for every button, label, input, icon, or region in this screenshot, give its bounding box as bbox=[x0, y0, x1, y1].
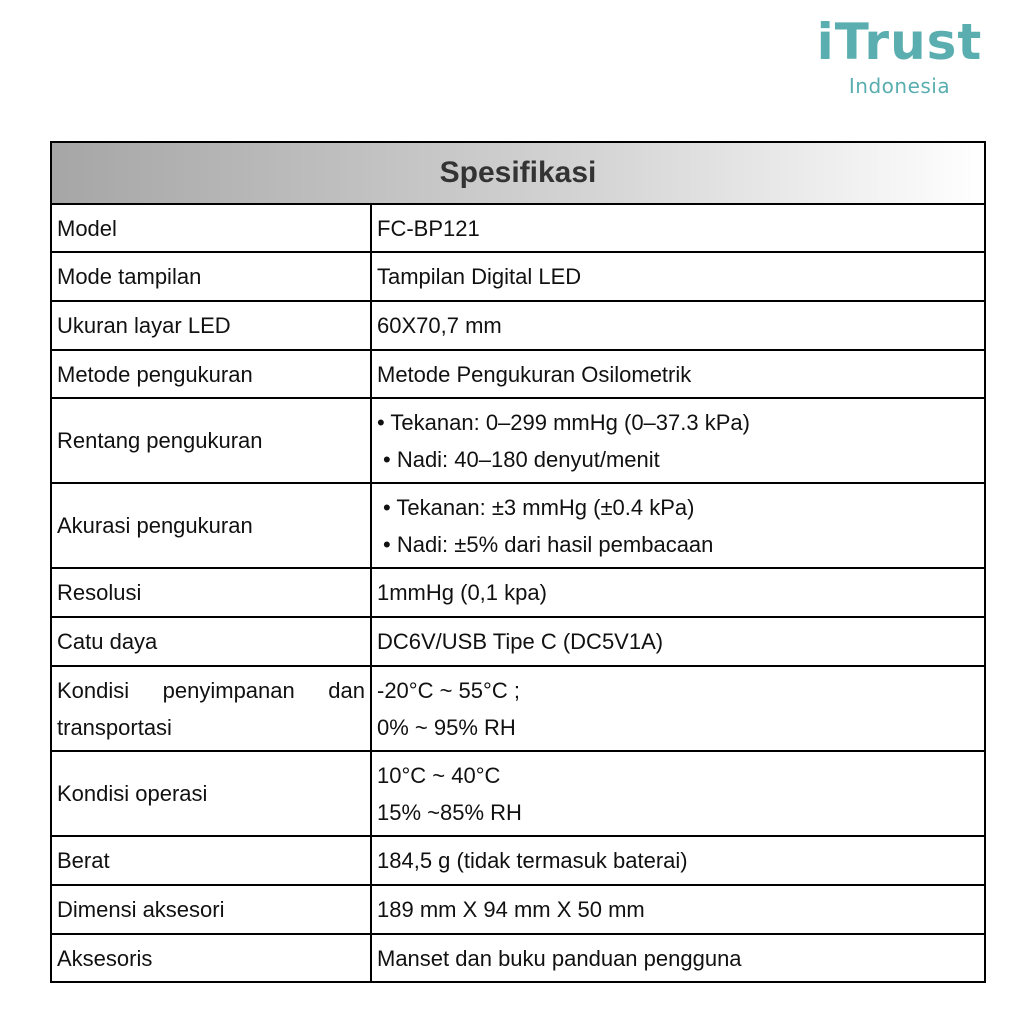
label-word: dan bbox=[328, 677, 365, 703]
table-row bbox=[51, 617, 985, 666]
spec-label: Resolusi bbox=[51, 568, 371, 617]
label-word: penyimpanan bbox=[162, 677, 295, 703]
table-row bbox=[51, 301, 985, 350]
spec-label: Metode pengukuran bbox=[51, 350, 371, 398]
value-line: 1mmHg (0,1 kpa) bbox=[377, 580, 547, 605]
spec-value bbox=[371, 204, 985, 252]
spec-label: Kondisi operasi bbox=[51, 751, 371, 836]
logo-brand: iTrust bbox=[816, 13, 983, 71]
itrust-logo bbox=[812, 12, 987, 98]
spec-label bbox=[51, 666, 371, 751]
spec-table bbox=[50, 141, 986, 983]
spec-label: Berat bbox=[51, 836, 371, 885]
spec-value bbox=[371, 836, 985, 885]
table-row bbox=[51, 885, 985, 934]
table-row bbox=[51, 252, 985, 301]
spec-label: Ukuran layar LED bbox=[51, 301, 371, 350]
spec-value bbox=[371, 483, 985, 568]
logo-subtitle: Indonesia bbox=[848, 74, 951, 98]
label-word: transportasi bbox=[57, 714, 172, 740]
spec-label: Akurasi pengukuran bbox=[51, 483, 371, 568]
spec-value bbox=[371, 301, 985, 350]
table-row bbox=[51, 204, 985, 252]
value-line: -20°C ~ 55°C ; bbox=[377, 677, 520, 703]
table-row bbox=[51, 836, 985, 885]
table-row bbox=[51, 350, 985, 398]
table-row bbox=[51, 666, 985, 751]
value-line: Tampilan Digital LED bbox=[377, 264, 582, 289]
spec-value bbox=[371, 568, 985, 617]
value-line: Manset dan buku panduan pengguna bbox=[377, 945, 742, 971]
value-line: 15% ~85% RH bbox=[377, 799, 522, 825]
table-row bbox=[51, 568, 985, 617]
spec-label: Aksesoris bbox=[51, 934, 371, 982]
table-title: Spesifikasi bbox=[51, 142, 985, 204]
spec-value bbox=[371, 398, 985, 483]
value-line: • Nadi: ±5% dari hasil pembacaan bbox=[383, 531, 714, 557]
value-line: 0% ~ 95% RH bbox=[377, 714, 516, 740]
value-line: 184,5 g (tidak termasuk baterai) bbox=[377, 848, 688, 873]
table-row bbox=[51, 934, 985, 982]
table-row bbox=[51, 751, 985, 836]
spec-value bbox=[371, 252, 985, 301]
spec-label: Mode tampilan bbox=[51, 252, 371, 301]
spec-value bbox=[371, 350, 985, 398]
value-line: FC-BP121 bbox=[377, 215, 480, 241]
spec-value bbox=[371, 885, 985, 934]
spec-label: Catu daya bbox=[51, 617, 371, 666]
spec-label: Rentang pengukuran bbox=[51, 398, 371, 483]
value-line: 10°C ~ 40°C bbox=[377, 762, 501, 788]
value-line: 60X70,7 mm bbox=[377, 313, 502, 338]
label-word: Kondisi bbox=[57, 677, 130, 703]
spec-value bbox=[371, 617, 985, 666]
spec-value bbox=[371, 751, 985, 836]
value-line: 189 mm X 94 mm X 50 mm bbox=[377, 897, 645, 922]
table-row bbox=[51, 483, 985, 568]
value-line: • Tekanan: 0–299 mmHg (0–37.3 kPa) bbox=[377, 409, 750, 435]
value-line: • Tekanan: ±3 mmHg (±0.4 kPa) bbox=[383, 494, 695, 520]
spec-value bbox=[371, 934, 985, 982]
table-header bbox=[51, 142, 985, 204]
spec-label: Model bbox=[51, 204, 371, 252]
spec-value bbox=[371, 666, 985, 751]
value-line: Metode Pengukuran Osilometrik bbox=[377, 361, 692, 387]
value-line: • Nadi: 40–180 denyut/menit bbox=[383, 446, 660, 472]
spec-label: Dimensi aksesori bbox=[51, 885, 371, 934]
table-row bbox=[51, 398, 985, 483]
value-line: DC6V/USB Tipe C (DC5V1A) bbox=[377, 629, 664, 654]
